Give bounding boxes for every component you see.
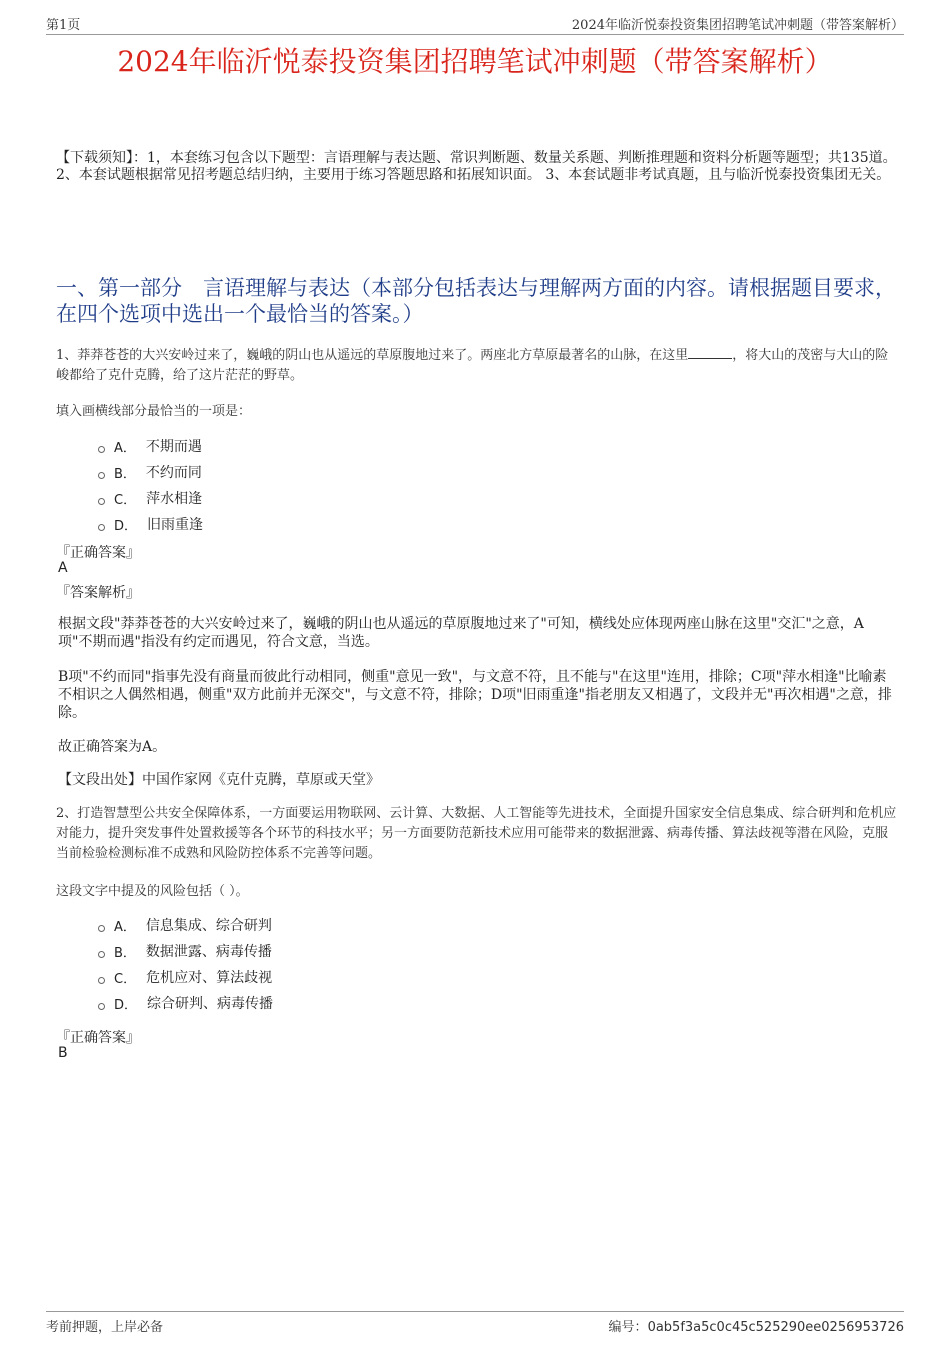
radio-icon[interactable] (98, 446, 105, 453)
page-header (46, 14, 904, 35)
radio-icon[interactable] (98, 524, 105, 531)
download-notice: 【下载须知】：1，本套练习包含以下题型：言语理解与表达题、常识判断题、数量关系题、判断推理题和资料分析题等题型；共135道。 2、本套试题根据常见招考题总结归纳，主要用于练习答题思路和拓展知识面。 3、本套试题非考试真题，且与临沂悦泰投资集团无关。 (56, 150, 897, 183)
radio-icon[interactable] (98, 1003, 105, 1010)
correct-answer-value: A (58, 560, 68, 576)
option-c[interactable]: C． 萍水相逢 (98, 485, 203, 511)
question-1-stem-before: 1、莽莽苍苍的大兴安岭过来了，巍峨的阴山也从遥远的草原腹地过来了。两座北方草原最著名的山脉，在这里 (56, 348, 689, 363)
radio-icon[interactable] (98, 951, 105, 958)
option-b[interactable]: B． 数据泄露、病毒传播 (98, 938, 273, 964)
question-1-stem (56, 346, 896, 386)
page-number: 第1页 (46, 18, 81, 33)
question-1-stem-after: ，将大山的茂密与大山的险峻都给了克什克腾，给了这片茫茫的野草。 (56, 348, 889, 383)
analysis-paragraph-1: 根据文段"莽莽苍苍的大兴安岭过来了，巍峨的阴山也从遥远的草原腹地过来了"可知，横线处应体现两座山脉在这里"交汇"之意，A项"不期而遇"指没有约定而遇见，符合文意，当选。 (58, 616, 864, 650)
document-id: 编号：0ab5f3a5c0c45c525290ee0256953726 (608, 1320, 904, 1335)
document-title: 2024年临沂悦泰投资集团招聘笔试冲刺题（带答案解析） (117, 45, 833, 78)
question-2-prompt: 这段文字中提及的风险包括（ ）。 (56, 884, 249, 899)
page-footer (46, 1311, 904, 1334)
option-c[interactable]: C． 危机应对、算法歧视 (98, 964, 273, 990)
header-doc-title: 2024年临沂悦泰投资集团招聘笔试冲刺题（带答案解析） (571, 18, 904, 33)
option-a[interactable]: A． 不期而遇 (98, 433, 203, 459)
option-d[interactable]: D． 旧雨重逢 (98, 511, 203, 537)
analysis-paragraph-2: B项"不约而同"指事先没有商量而彼此行动相同，侧重"意见一致"，与文意不符，且不能与"在这里"连用，排除；C项"萍水相逢"比喻素不相识之人偶然相遇，侧重"双方此前并无深交"，与文意不符，排除；D项"旧雨重逢"指老朋友又相遇了，文段并无"再次相遇"之意，排除。 (58, 669, 892, 721)
radio-icon[interactable] (98, 498, 105, 505)
analysis-label: 『答案解析』 (56, 585, 140, 601)
correct-answer-label: 『正确答案』 (56, 1030, 140, 1046)
passage-source: 【文段出处】中国作家网《克什克腾，草原或天堂》 (58, 772, 380, 788)
question-2-options (98, 912, 273, 1016)
section-heading: 一、第一部分 言语理解与表达（本部分包括表达与理解两方面的内容。请根据题目要求，在四个选项中选出一个最恰当的答案。） (56, 276, 896, 326)
option-a[interactable]: A． 信息集成、综合研判 (98, 912, 273, 938)
question-1-options (98, 433, 203, 537)
correct-answer-value: B (58, 1045, 68, 1061)
footer-slogan: 考前押题，上岸必备 (46, 1320, 164, 1335)
fill-blank (688, 346, 732, 359)
option-d[interactable]: D． 综合研判、病毒传播 (98, 990, 273, 1016)
question-1-prompt: 填入画横线部分最恰当的一项是： (56, 404, 252, 419)
correct-answer-label: 『正确答案』 (56, 545, 140, 561)
question-2-stem: 2、打造智慧型公共安全保障体系，一方面要运用物联网、云计算、大数据、人工智能等先进技术，全面提升国家安全信息集成、综合研判和危机应对能力，提升突发事件处置救援等各个环节的科技水平；另一方面要防范新技术应用可能带来的数据泄露、病毒传播、算法歧视等潜在风险，克服当前检验检测标准不成熟和风险防控体系不完善等问题。 (56, 806, 897, 861)
analysis-paragraph-3: 故正确答案为A。 (58, 739, 167, 755)
radio-icon[interactable] (98, 977, 105, 984)
option-b[interactable]: B． 不约而同 (98, 459, 203, 485)
radio-icon[interactable] (98, 472, 105, 479)
radio-icon[interactable] (98, 925, 105, 932)
